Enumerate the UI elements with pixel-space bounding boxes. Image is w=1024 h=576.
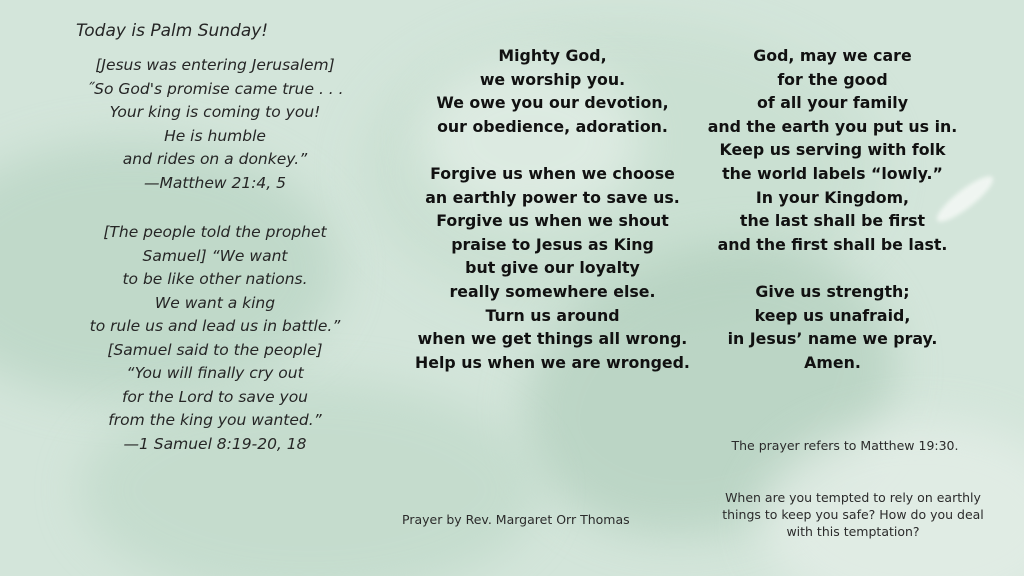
- scripture-line: Your king is coming to you!: [109, 103, 321, 121]
- prayer-line: the last shall be first: [739, 211, 926, 231]
- prayer-line: but give our loyalty: [465, 258, 640, 278]
- prayer-line: Turn us around: [485, 305, 620, 325]
- prayer-line: when we get things all wrong.: [417, 329, 688, 349]
- prayer-line: the world labels “lowly.”: [722, 163, 943, 183]
- prayer-line: our obedience, adoration.: [437, 116, 668, 136]
- prayer-line: Forgive us when we shout: [436, 211, 669, 231]
- scripture-line: [Samuel said to the people]: [107, 340, 323, 359]
- prayer-amen: Amen.: [804, 352, 861, 372]
- prayer-line: Give us strength;: [755, 281, 910, 301]
- prayer-line: praise to Jesus as King: [451, 234, 654, 254]
- scripture-line: He is humble: [164, 126, 266, 145]
- scripture-line: We want a king: [154, 293, 276, 312]
- scripture-line: to be like other nations.: [122, 270, 308, 288]
- scripture-line: from the king you wanted.”: [108, 411, 322, 429]
- reflection-question: When are you tempted to rely on earthly things to keep you safe? How do you deal with this temptation?: [722, 490, 984, 539]
- scripture-line: [The people told the prophet: [103, 223, 327, 241]
- prayer-line: really somewhere else.: [449, 281, 656, 301]
- prayer-column-right: [690, 44, 975, 374]
- scripture-line: for the Lord to save you: [121, 387, 309, 406]
- reference-note: The prayer refers to Matthew 19:30.: [731, 438, 959, 453]
- prayer-line: Forgive us when we choose: [430, 163, 675, 183]
- prayer-line: we worship you.: [479, 69, 626, 89]
- prayer-line: Keep us serving with folk: [719, 140, 946, 160]
- prayer-line: and the earth you put us in.: [707, 116, 958, 136]
- scripture-stanza-matthew: [60, 54, 370, 195]
- prayer-line: In your Kingdom,: [755, 187, 910, 207]
- scripture-stanza-samuel: [60, 221, 370, 456]
- prayer-line: of all your family: [756, 93, 909, 113]
- prayer-line: Help us when we are wronged.: [415, 352, 690, 372]
- scripture-line: Samuel] “We want: [142, 246, 288, 265]
- scripture-line: to rule us and lead us in battle.”: [89, 317, 341, 335]
- prayer-credit: Prayer by Rev. Margaret Orr Thomas: [402, 512, 630, 527]
- scripture-column: [60, 18, 370, 482]
- prayer-line: keep us unafraid,: [754, 305, 911, 325]
- scripture-citation: —1 Samuel 8:19-20, 18: [123, 434, 307, 453]
- scripture-citation: —Matthew 21:4, 5: [143, 173, 286, 192]
- scripture-line: [Jesus was entering Jerusalem]: [95, 56, 335, 74]
- stanza-gap: [690, 256, 975, 280]
- scripture-line: ˝So God's promise came true . . .: [86, 79, 344, 98]
- scripture-line: “You will finally cry out: [126, 364, 304, 382]
- prayer-line: and the first shall be last.: [717, 234, 948, 254]
- scripture-line: and rides on a donkey.”: [122, 150, 308, 168]
- stanza-gap: [400, 138, 705, 162]
- prayer-line: Mighty God,: [498, 46, 607, 65]
- prayer-line: God, may we care: [753, 46, 912, 65]
- prayer-line: for the good: [777, 69, 888, 89]
- prayer-column-middle: [400, 44, 705, 374]
- prayer-line: in Jesus’ name we pray.: [727, 329, 938, 349]
- prayer-line: We owe you our devotion,: [436, 93, 669, 113]
- page-title: Today is Palm Sunday!: [76, 21, 269, 41]
- prayer-line: an earthly power to save us.: [425, 187, 680, 207]
